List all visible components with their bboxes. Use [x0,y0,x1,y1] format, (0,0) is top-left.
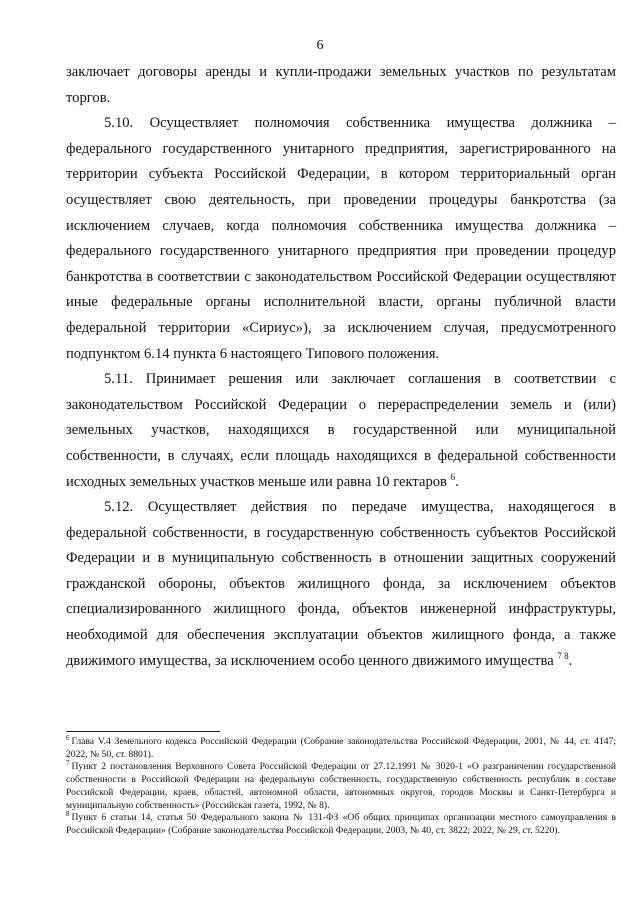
footnote-6 [66,733,616,761]
document-body [66,60,616,674]
paragraph-5-11-text: 5.11. Принимает решения или заключает соглашения в соответствии с законодательством Российской Федерации о перераспределении земель и (или) земельных участков, находящихся в государственной или муниципальной собственности, в случаях, если площадь находящихся в федеральной собственности исходных земельных участков меньше или равна 10 гектаров [66,371,616,490]
paragraph-5-11 [66,367,616,495]
footnote-text: Глава V.4 Земельного кодекса Российской Федерации (Собрание законодательства Российской Федерации, 2001, № 44, ст. 4147; 2022, № 50, ст. 8801). [66,736,616,760]
footnote-mark: 7 [66,759,70,768]
footnote-7 [66,761,616,812]
page-number: 6 [316,38,324,53]
paragraph-5-12 [66,495,616,674]
footnote-8 [66,812,616,837]
footnotes-section [66,733,616,838]
paragraph-continuation: заключает договоры аренды и купли-продажи земельных участков по результатам торгов. [66,64,616,106]
footnote-mark: 6 [66,733,70,742]
footnote-separator [66,731,220,732]
paragraph-5-12-text: 5.12. Осуществляет действия по передаче имущества, находящегося в федеральной собственности, в государственную собственность субъектов Российской Федерации и в муниципальную собственность в отношении защитных сооружений гражданской обороны, объектов жилищного фонда, за исключением объектов специализированного жилищного фонда, объектов инженерной инфраструктуры, необходимой для обеспечения эксплуатации объектов жилищного фонда, а также движимого имущества, за исключением особо ценного движимого имущества [66,499,616,669]
paragraph-5-10: 5.10. Осуществляет полномочия собственника имущества должника – федерального государственного унитарного предприятия, зарегистрированного на территории субъекта Российской Федерации, в котором территориальный орган осуществляет свою деятельность, при проведении процедуры банкротства (за исключением случаев, когда полномочия собственника имущества должника – федерального государственного унитарного предприятия при проведении процедур банкротства в соответствии с законодательством Российской Федерации осуществляют иные федеральные органы исполнительной власти, органы публичной власти федеральной территории «Сириус»), за исключением случая, предусмотренного подпунктом 6.14 пункта 6 настоящего Типового положения. [66,115,616,362]
footnote-text: Пункт 2 постановления Верховного Совета Российской Федерации от 27.12.1991 № 3020-1 «О разграничении государственной собственности в Российской Федерации на федеральную собственность, государственную собственность республик в составе Российской Федерации, краев, областей, автономной области, автономных округов, городов Москвы и Санкт-Петербурга и муниципальную собственность» (Российская газета, 1992, № 8). [66,761,616,811]
footnote-text: Пункт 6 статьи 14, статья 50 Федерального закона № 131-ФЗ «Об общих принципах организации местного самоуправления в Российской Федерации» (Собрание законодательства Российской Федерации, 2003, № 40, ст. 3822; 2022, № 29, ст. 5220). [66,812,616,836]
paragraph-5-12-end: . [568,652,573,669]
footnote-ref-6[interactable]: 6 [450,471,456,482]
footnote-mark: 8 [66,810,70,819]
paragraph-5-11-end: . [455,473,459,490]
footnote-ref-7-8[interactable]: 7 8 [557,650,569,661]
